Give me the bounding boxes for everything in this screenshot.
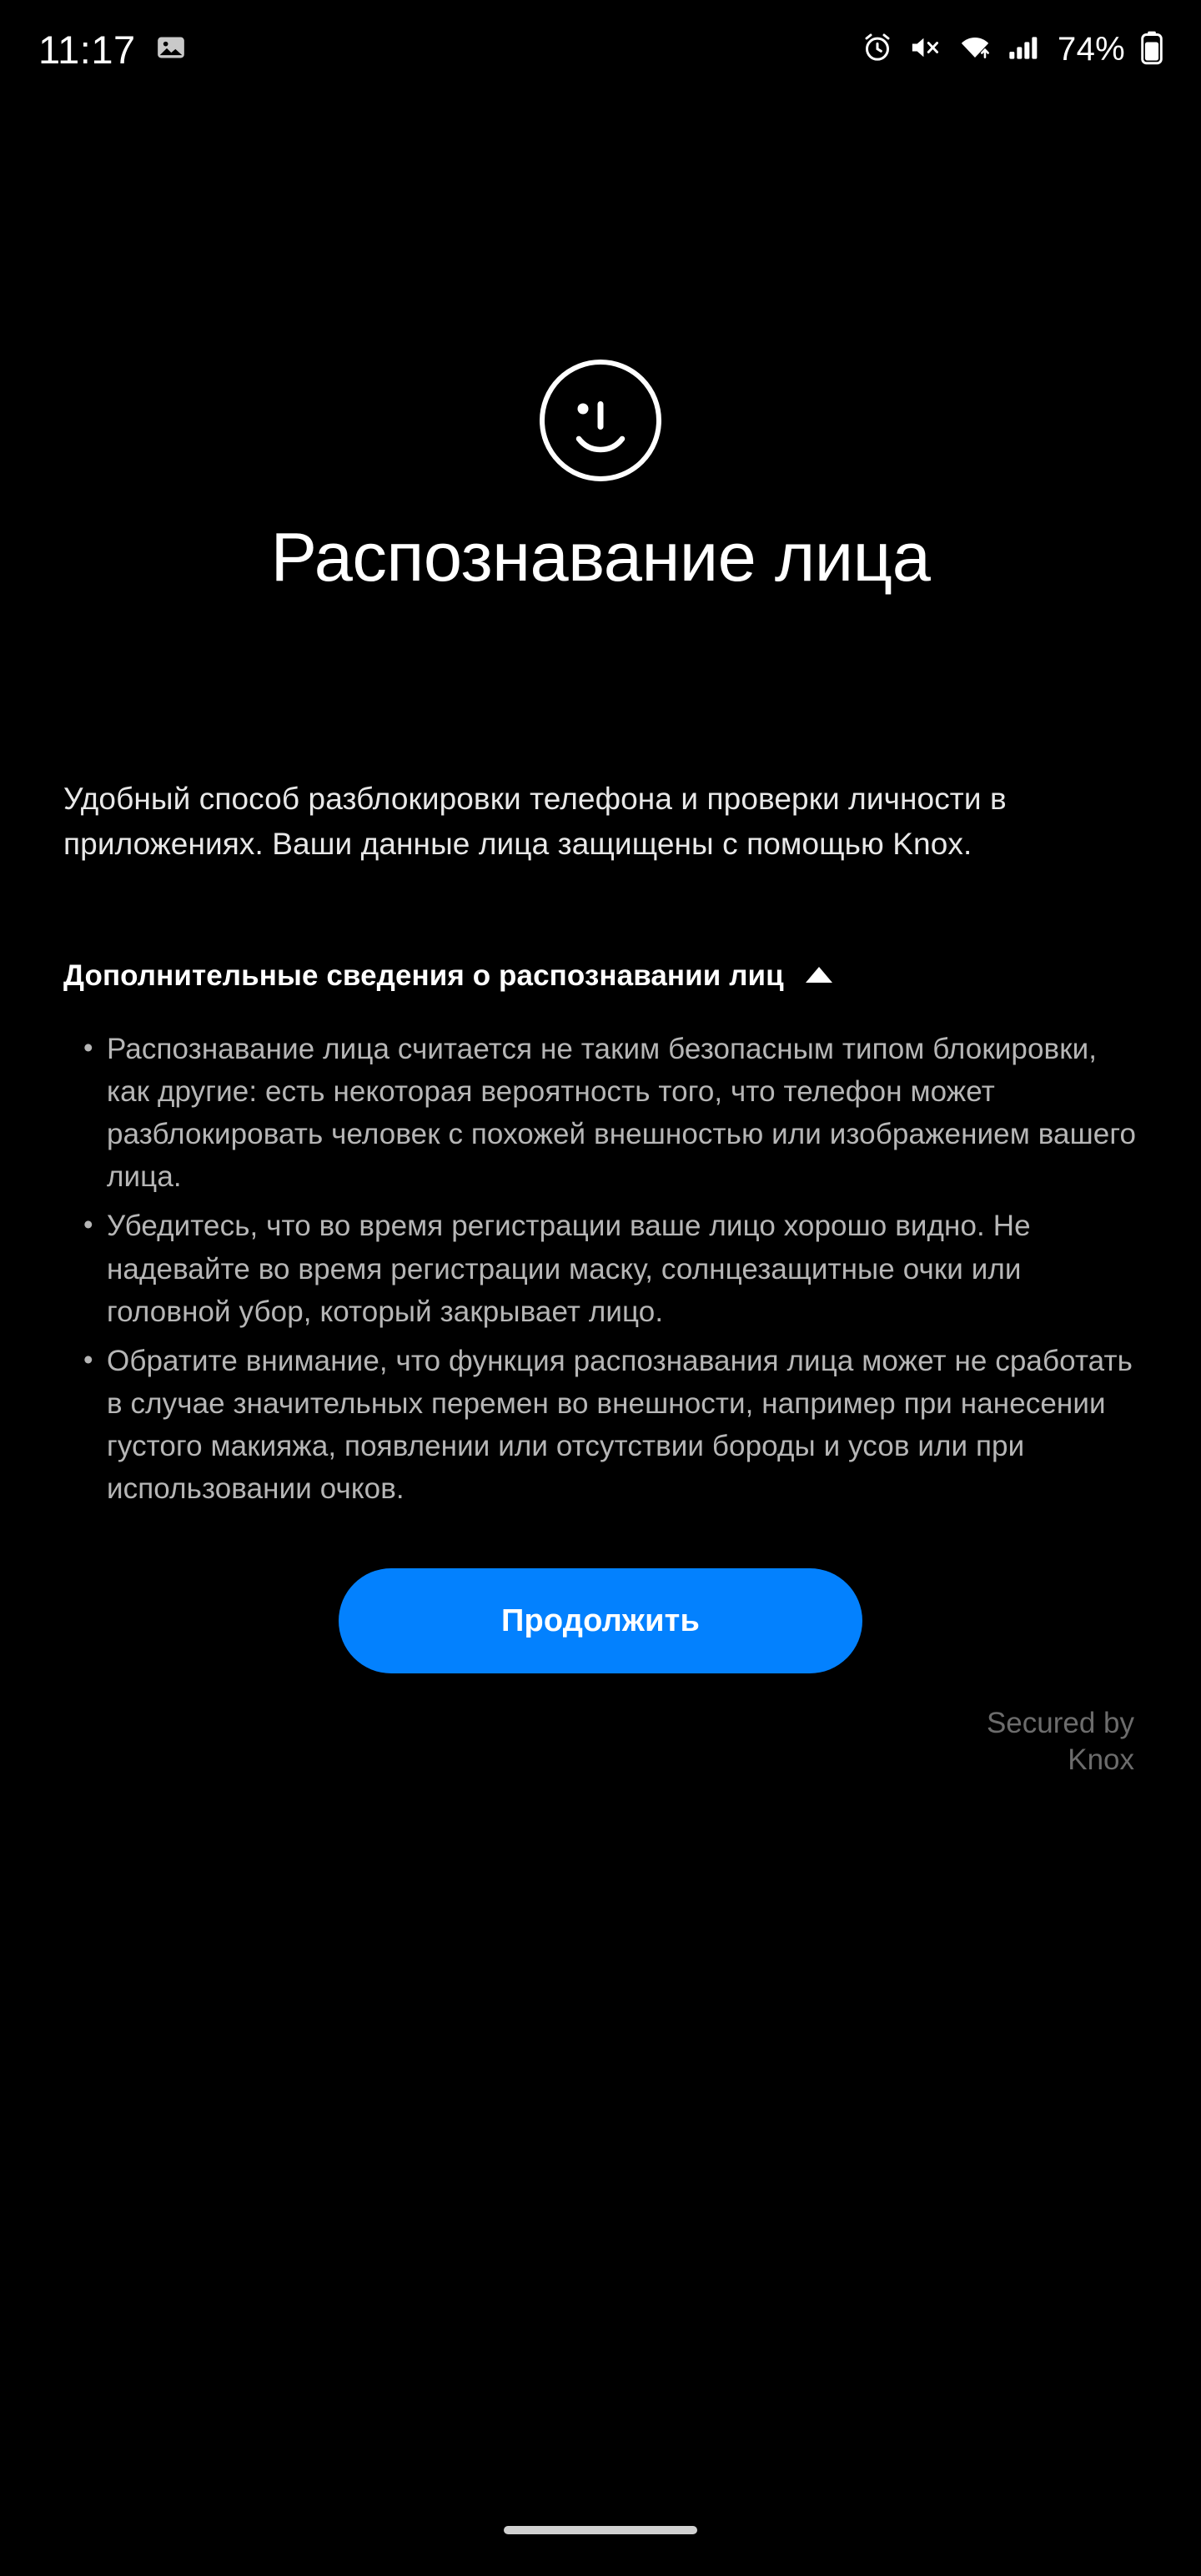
cta-wrap (63, 1568, 1138, 1673)
secured-by-knox-label: Secured by Knox (986, 1707, 1134, 1776)
page-title: Распознавание лица (270, 518, 931, 596)
list-item: • Убедитесь, что во время регистрации ваше лицо хорошо видно. Не надевайте во время регистрации маску, солнцезащитные очки или головной убор, который закрывает лицо. (83, 1205, 1138, 1332)
status-bar-left (38, 27, 188, 72)
chevron-up-icon[interactable] (806, 967, 832, 983)
battery-icon (1139, 30, 1164, 69)
hero-icon-wrap (63, 357, 1138, 488)
continue-button[interactable]: Продолжить (339, 1568, 862, 1673)
intro-text: Удобный способ разблокировки телефона и проверки личности в приложениях. Ваши данные лица защищены с помощью Knox. (63, 781, 1007, 862)
mute-icon (908, 31, 943, 68)
face-recognition-icon (537, 357, 664, 488)
status-clock: 11:17 (38, 27, 136, 72)
more-info-toggle[interactable] (63, 959, 1138, 993)
status-bar (0, 0, 1201, 98)
list-item: • Обратите внимание, что функция распознавания лица может не сработать в случае значительных перемен во внешности, например при нанесении густого макияжа, появлении или отсутствии бороды и усов или при использовании очков. (83, 1340, 1138, 1510)
alarm-icon (861, 31, 894, 68)
more-info-label: Дополнительные сведения о распознавании лиц (63, 959, 784, 993)
info-bullet-list (63, 1028, 1138, 1517)
signal-icon (1007, 31, 1040, 68)
list-item: • Распознавание лица считается не таким безопасным типом блокировки, как другие: есть некоторая вероятность того, что телефон может разблокировать человек с похожей внешностью или изображением вашего лица. (83, 1028, 1138, 1198)
home-indicator[interactable] (504, 2526, 697, 2534)
image-icon (154, 31, 188, 68)
navigation-bar (0, 2484, 1201, 2576)
battery-percent-label: 74% (1058, 30, 1125, 68)
wifi-icon (957, 31, 992, 68)
status-bar-right (861, 30, 1164, 69)
main-content (0, 98, 1201, 2484)
